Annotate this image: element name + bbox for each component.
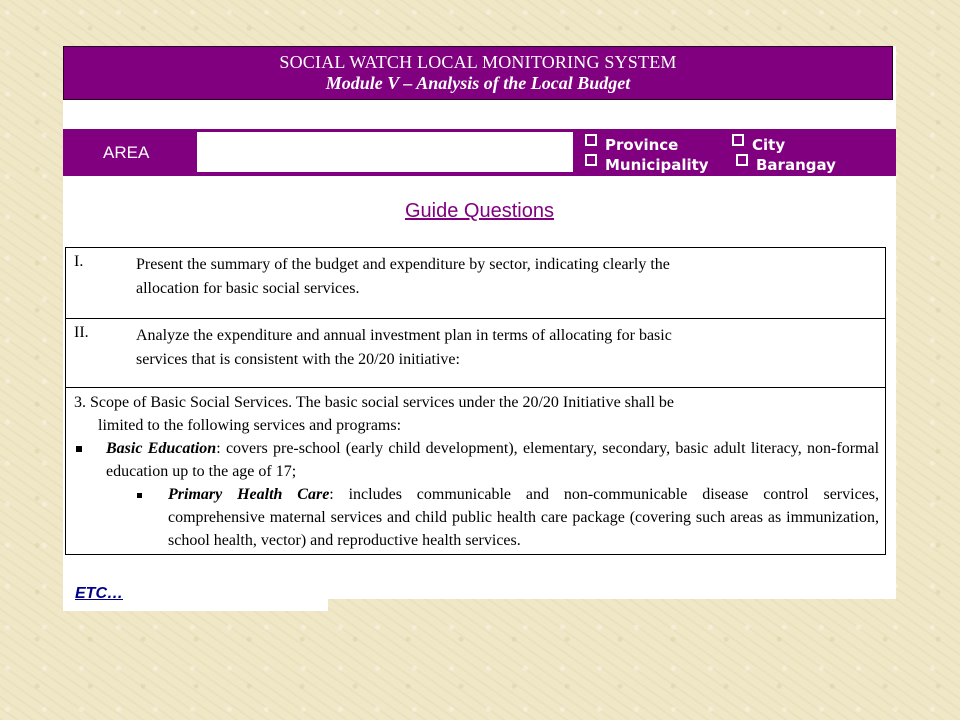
area-input[interactable] <box>197 132 573 172</box>
bullet-icon <box>137 493 142 498</box>
question-row-2 <box>66 319 885 388</box>
question-text: Present the summary of the budget and expenditure by sector, indicating clearly the allocation for basic social services. <box>136 256 670 297</box>
questions-table <box>65 247 886 555</box>
checkbox-icon[interactable] <box>585 134 597 146</box>
scope-intro-line-1: 3. Scope of Basic Social Services. The basic social services under the 20/20 Initiative shall be <box>74 394 674 411</box>
area-bar <box>63 129 896 176</box>
scope-intro-line-2: limited to the following services and programs: <box>98 417 402 434</box>
checkbox-icon[interactable] <box>585 154 597 166</box>
area-label: AREA <box>103 143 150 162</box>
option-city[interactable]: City <box>732 134 785 154</box>
list-item-primary-health-care: Primary Health Care: includes communicable and non-communicable disease control services, comprehensive maternal services and child public health care package (covering such areas as immunization, school health, vector) and reproductive health services. <box>74 483 879 552</box>
question-text: Analyze the expenditure and annual investment plan in terms of allocating for basic services that is consistent with the 20/20 initiative: <box>136 327 672 368</box>
question-row-3 <box>66 388 885 555</box>
question-row-1 <box>66 248 885 319</box>
form-header <box>63 46 893 100</box>
bullet-icon <box>76 446 82 452</box>
form-subtitle: Module V – Analysis of the Local Budget <box>325 73 631 93</box>
question-number: I. <box>74 253 84 270</box>
checkbox-icon[interactable] <box>736 154 748 166</box>
option-province[interactable]: Province <box>585 134 678 154</box>
form-title: SOCIAL WATCH LOCAL MONITORING SYSTEM <box>279 52 677 72</box>
option-barangay[interactable]: Barangay <box>736 154 836 174</box>
option-municipality[interactable]: Municipality <box>585 154 709 174</box>
etc-link[interactable]: ETC… <box>75 585 123 602</box>
list-item-basic-education: Basic Education: covers pre-school (early child development), elementary, secondary, basic adult literacy, non-formal education up to the age of 17; <box>74 437 879 483</box>
checkbox-icon[interactable] <box>732 134 744 146</box>
guide-questions-heading: Guide Questions <box>405 200 554 222</box>
question-number: II. <box>74 324 89 341</box>
